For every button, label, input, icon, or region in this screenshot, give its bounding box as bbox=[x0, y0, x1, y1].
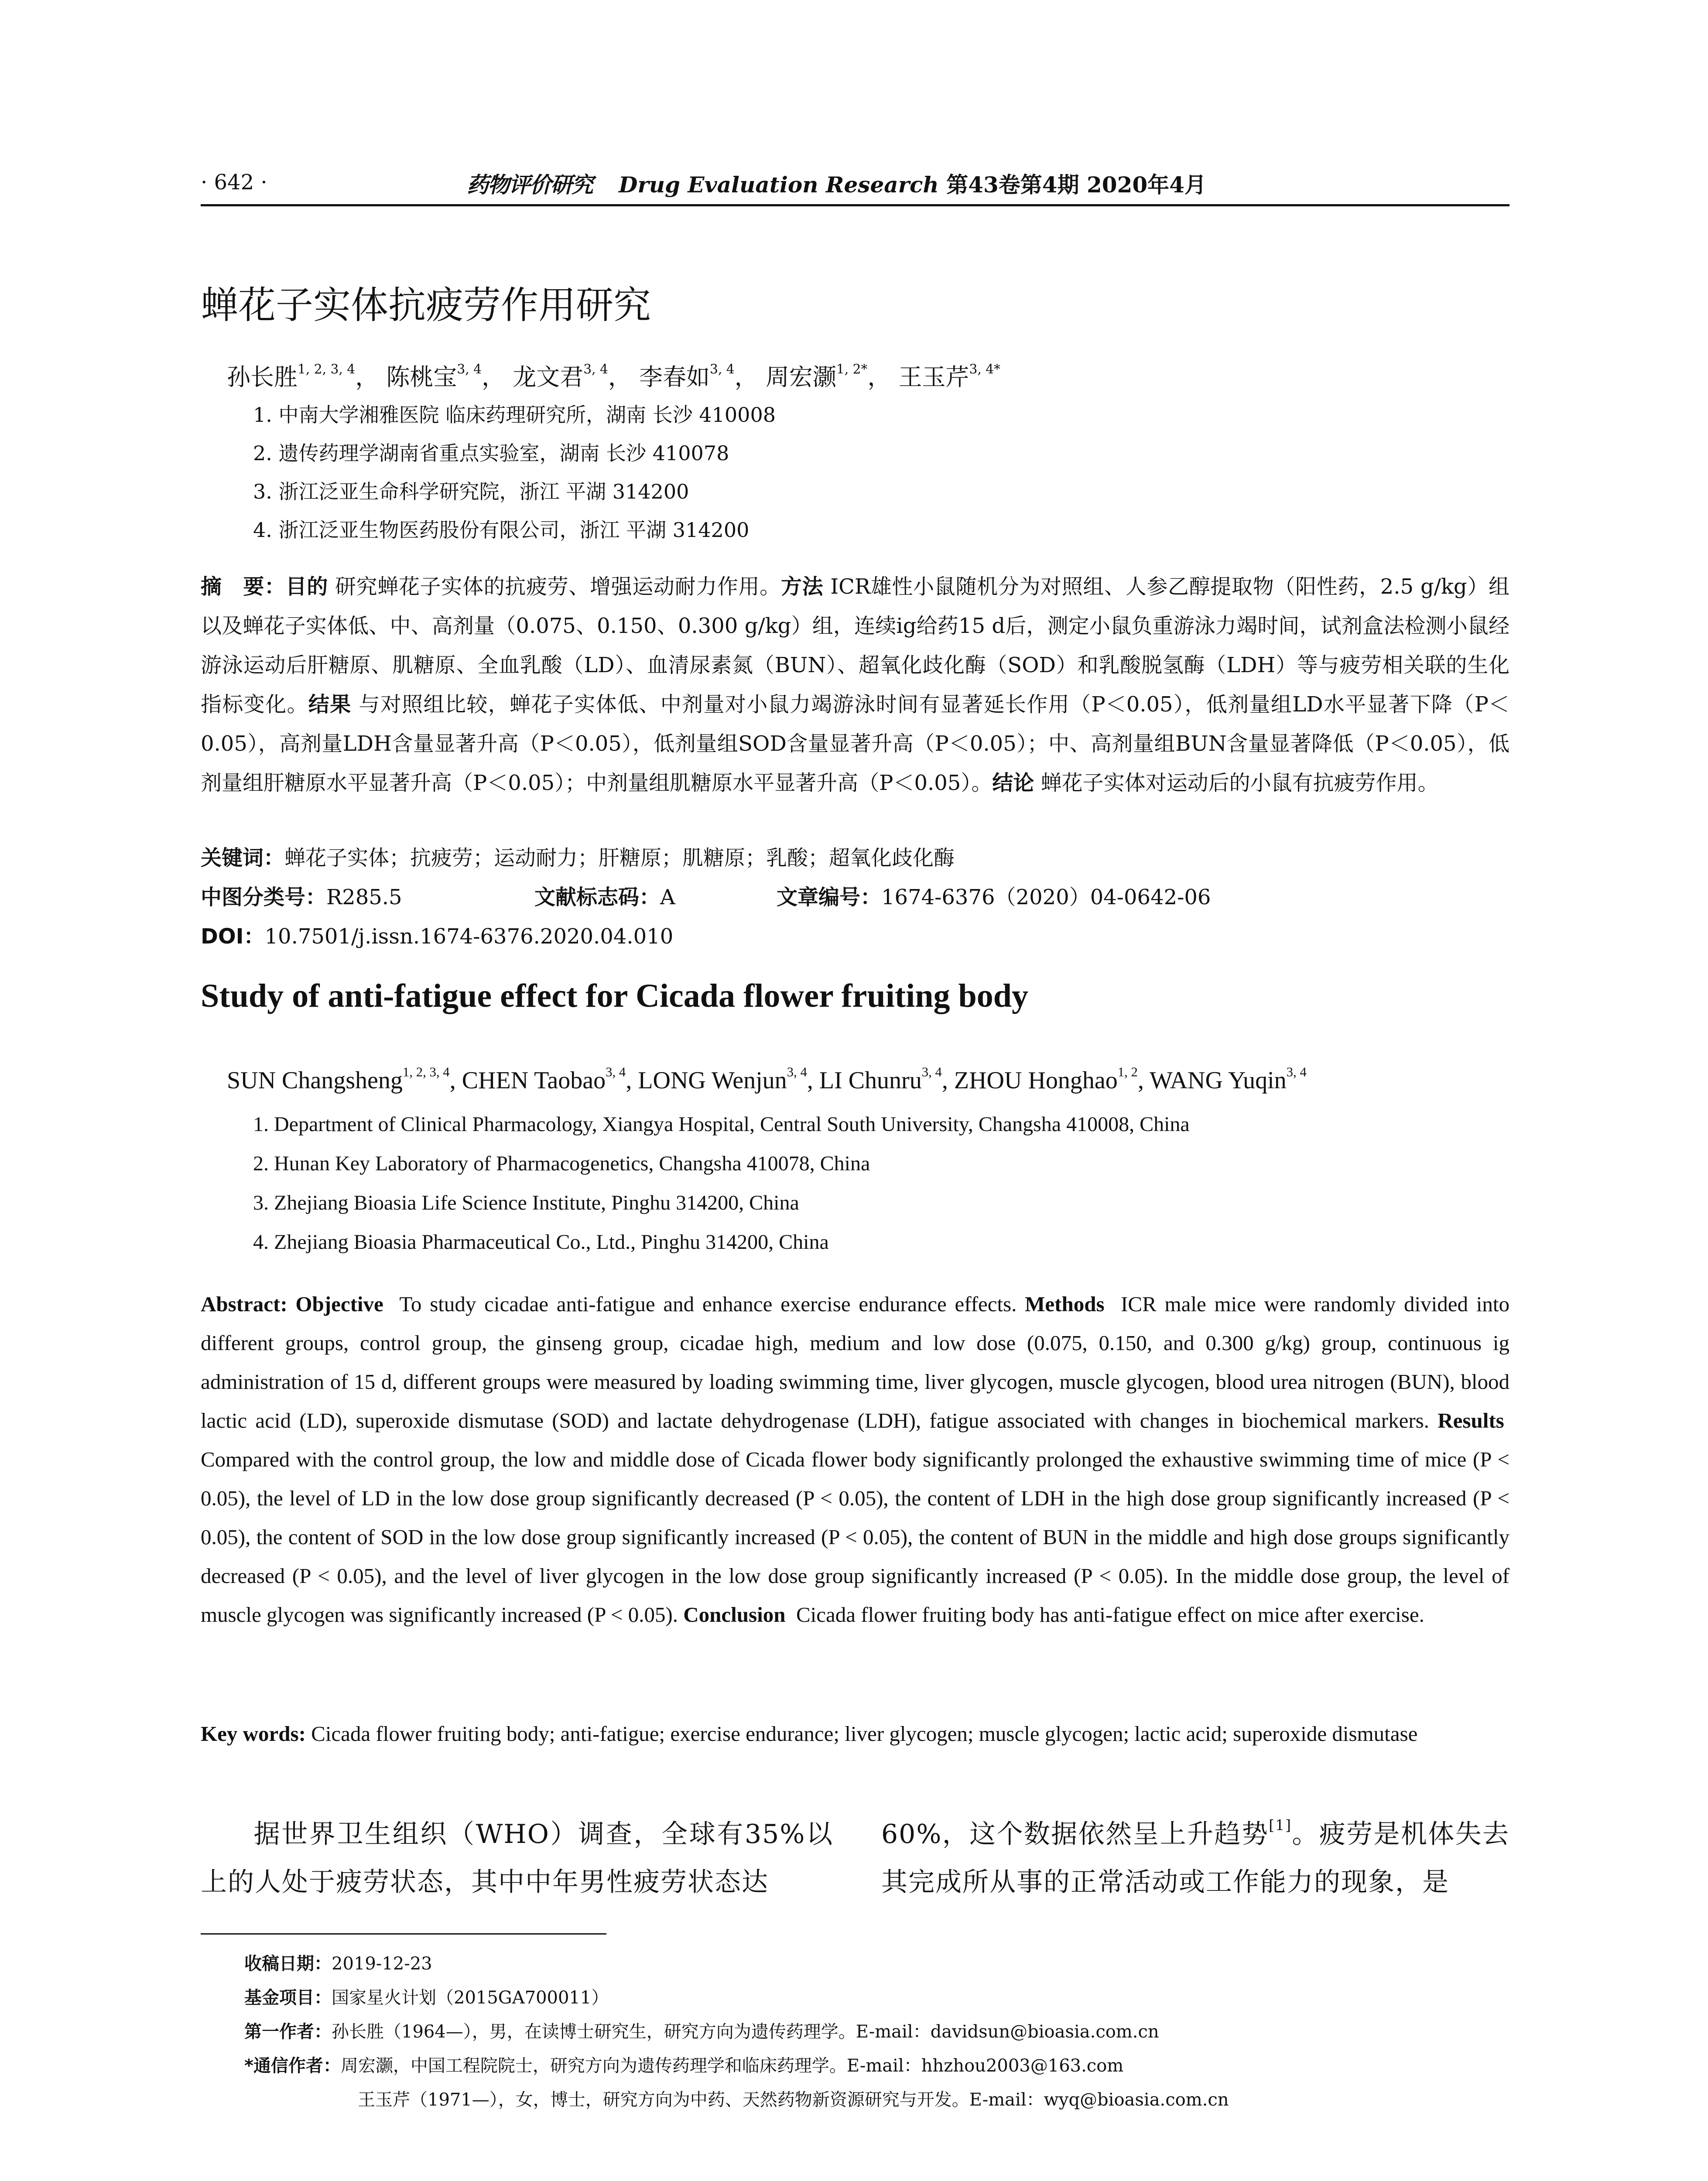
running-header bbox=[201, 170, 1509, 205]
objective-label-en: Objective bbox=[295, 1292, 383, 1316]
author-cn: 李春如$^{3, 4}$ bbox=[639, 362, 735, 391]
author-en: LI Chunru$^{3, 4}$ bbox=[819, 1064, 942, 1094]
classification-line bbox=[201, 880, 1509, 911]
article-number: 文章编号：1674-6376（2020）04-0642-06 bbox=[777, 885, 1211, 909]
doi-value[interactable]: 10.7501/j.issn.1674-6376.2020.04.010 bbox=[264, 924, 674, 949]
author-en: LONG Wenjun$^{3, 4}$ bbox=[638, 1064, 807, 1094]
footnote-received: 收稿日期：2019-12-23 bbox=[244, 1954, 432, 1974]
author-cn: 王玉芹$^{3, 4*}$ bbox=[898, 362, 1001, 391]
body-text: 。疲劳是机体失去其完成所从事的正常活动或工作能力的现象，是 bbox=[881, 1819, 1510, 1897]
author-cn: 周宏灏$^{1, 2*}$ bbox=[765, 362, 868, 391]
conclusion-text-en: Cicada flower fruiting body has anti-fatigue effect on mice after exercise. bbox=[796, 1603, 1424, 1627]
journal-logo: 药物评价研究 bbox=[467, 172, 592, 198]
conclusion-label: 结论 bbox=[992, 771, 1034, 795]
body-text: 60%，这个数据依然呈上升趋势 bbox=[881, 1819, 1269, 1849]
author-cn: 孙长胜$^{1, 2, 3, 4}$ bbox=[227, 362, 356, 391]
keywords-cn bbox=[201, 841, 1509, 871]
footnote-corresponding: *通信作者：周宏灏，中国工程院院士，研究方向为遗传药理学和临床药理学。E-mail：hhzhou2003@163.com bbox=[244, 2056, 1124, 2076]
objective-label: 目的 bbox=[285, 574, 329, 599]
header-rule bbox=[201, 204, 1509, 206]
journal-name-en: Drug Evaluation Research bbox=[619, 172, 939, 198]
footnote-rule bbox=[201, 1933, 606, 1935]
results-text-en: Compared with the control group, the low and middle dose of Cicada flower body significantly prolonged the exhaustive swimming time of mice (P < 0.05), the level of LD in the low dose group significantly decreased (P < 0.05), the content of LDH in the high dose group significantly increased (P < 0.05), the content of SOD in the low dose group significantly increased (P < 0.05), the content of BUN in the middle and high dose groups significantly decreased (P < 0.05), and the level of liver glycogen in the low dose group significantly increased (P < 0.05). In the middle dose group, the level of muscle glycogen was significantly increased (P < 0.05). bbox=[201, 1447, 1509, 1627]
results-text: 与对照组比较，蝉花子实体低、中剂量对小鼠力竭游泳时间有显著延长作用（P＜0.05），低剂量组LD水平显著下降（P＜0.05），高剂量LDH含量显著升高（P＜0.05），低剂量组SOD含量显著升高（P＜0.05）；中、高剂量组BUN含量显著降低（P＜0.05），低剂量组肝糖原水平显著升高（P＜0.05）；中剂量组肌糖原水平显著升高（P＜0.05）。 bbox=[201, 692, 1509, 795]
author-en: ZHOU Honghao$^{1, 2}$ bbox=[954, 1064, 1138, 1094]
conclusion-label-en: Conclusion bbox=[683, 1603, 786, 1627]
affiliation-cn: 2. 遗传药理学湖南省重点实验室，湖南 长沙 410078 bbox=[253, 441, 729, 465]
journal-line bbox=[467, 168, 1206, 199]
clc-number: 中图分类号：R285.5 bbox=[201, 885, 402, 909]
keywords-text-cn: 蝉花子实体；抗疲劳；运动耐力；肝糖原；肌糖原；乳酸；超氧化歧化酶 bbox=[284, 846, 955, 870]
author-cn: 龙文君$^{3, 4}$ bbox=[513, 362, 608, 391]
abstract-label-cn: 摘 要： bbox=[201, 574, 286, 599]
reference-marker[interactable]: [1] bbox=[1269, 1816, 1292, 1834]
author-en: CHEN Taobao$^{3, 4}$ bbox=[462, 1064, 626, 1094]
conclusion-text: 蝉花子实体对运动后的小鼠有抗疲劳作用。 bbox=[1041, 771, 1439, 795]
article-title-cn: 蝉花子实体抗疲劳作用研究 bbox=[201, 284, 651, 327]
author-en: SUN Changsheng$^{1, 2, 3, 4}$ bbox=[227, 1064, 450, 1094]
body-column-left bbox=[201, 1810, 833, 1906]
body-column-right bbox=[881, 1810, 1509, 1906]
methods-label-en: Methods bbox=[1025, 1292, 1105, 1316]
body-paragraph: 据世界卫生组织（WHO）调查，全球有35%以上的人处于疲劳状态，其中中年男性疲劳状态达 bbox=[201, 1819, 833, 1897]
keywords-text-en: Cicada flower fruiting body; anti-fatigue; exercise endurance; liver glycogen; muscle glycogen; lactic acid; superoxide dismutase bbox=[311, 1722, 1418, 1746]
author-cn: 陈桃宝$^{3, 4}$ bbox=[386, 362, 482, 391]
author-en: WANG Yuqin$^{3, 4}$ bbox=[1149, 1064, 1307, 1094]
abstract-label-en: Abstract: bbox=[201, 1292, 288, 1316]
doi-label: DOI： bbox=[201, 924, 265, 949]
affiliation-en: 3. Zhejiang Bioasia Life Science Institute, Pinghu 314200, China bbox=[253, 1191, 799, 1214]
article-title-en: Study of anti-fatigue effect for Cicada flower fruiting body bbox=[201, 978, 1028, 1014]
document-code: 文献标志码：A bbox=[534, 885, 675, 909]
affiliation-cn: 3. 浙江泛亚生命科学研究院，浙江 平湖 314200 bbox=[253, 480, 689, 503]
journal-issue: 第43卷第4期 2020年4月 bbox=[946, 172, 1206, 198]
results-label-en: Results bbox=[1438, 1408, 1504, 1432]
objective-text: 研究蝉花子实体的抗疲劳、增强运动耐力作用。 bbox=[335, 574, 781, 599]
page-number: · 642 · bbox=[201, 170, 267, 195]
footnote-first-author: 第一作者：孙长胜（1964—），男，在读博士研究生，研究方向为遗传药理学。E-mail：davidsun@bioasia.com.cn bbox=[244, 2022, 1159, 2042]
footnote-corresponding-2: 王玉芹（1971—），女，博士，研究方向为中药、天然药物新资源研究与开发。E-mail：wyq@bioasia.com.cn bbox=[358, 2090, 1229, 2110]
author-list-cn: 孙长胜$^{1, 2, 3, 4}$， 陈桃宝$^{3, 4}$， 龙文君$^{3, 4}$， 李春如$^{3, 4}$， 周宏灏$^{1, 2*}$， 王玉芹$^{3, 4*}$ bbox=[227, 362, 1001, 391]
methods-label: 方法 bbox=[780, 574, 824, 599]
affiliation-en: 4. Zhejiang Bioasia Pharmaceutical Co., Ltd., Pinghu 314200, China bbox=[253, 1231, 829, 1254]
keywords-label-cn: 关键词： bbox=[201, 846, 285, 870]
doi-line bbox=[201, 920, 673, 950]
results-label: 结果 bbox=[308, 692, 352, 717]
abstract-en bbox=[201, 1285, 1509, 1634]
methods-text: ICR雄性小鼠随机分为对照组、人参乙醇提取物（阳性药，2.5 g/kg）组以及蝉花子实体低、中、高剂量（0.075、0.150、0.300 g/kg）组，连续ig给药15 d后，测定小鼠负重游泳力竭时间，试剂盒法检测小鼠经游泳运动后肝糖原、肌糖原、全血乳酸（LD）、血清尿素氮（BUN）、超氧化歧化酶（SOD）和乳酸脱氢酶（LDH）等与疲劳相关联的生化指标变化。 bbox=[201, 574, 1509, 717]
methods-text-en: ICR male mice were randomly divided into different groups, control group, the ginseng group, cicadae high, medium and low dose (0.075, 0.150, and 0.300 g/kg) group, continuous ig administration of 15 d, different groups were measured by loading swimming time, liver glycogen, muscle glycogen, blood urea nitrogen (BUN), blood lactic acid (LD), superoxide dismutase (SOD) and lactate dehydrogenase (LDH), fatigue associated with changes in biochemical markers. bbox=[201, 1292, 1509, 1432]
author-list-en: SUN Changsheng$^{1, 2, 3, 4}$, CHEN Taobao$^{3, 4}$, LONG Wenjun$^{3, 4}$, LI Chunru$^{3, 4}$, ZHOU Honghao$^{1, 2}$, WANG Yuqin$^{3, 4}$ bbox=[227, 1064, 1307, 1094]
affiliation-cn: 4. 浙江泛亚生物医药股份有限公司，浙江 平湖 314200 bbox=[253, 518, 750, 542]
abstract-cn bbox=[201, 567, 1509, 803]
affiliation-cn: 1. 中南大学湘雅医院 临床药理研究所，湖南 长沙 410008 bbox=[253, 403, 776, 427]
keywords-label-en: Key words: bbox=[201, 1722, 306, 1746]
footnote-fund: 基金项目：国家星火计划（2015GA700011） bbox=[244, 1988, 609, 2008]
affiliation-en: 1. Department of Clinical Pharmacology, Xiangya Hospital, Central South University, Changsha 410008, China bbox=[253, 1113, 1190, 1136]
keywords-en bbox=[201, 1714, 1509, 1753]
objective-text-en: To study cicadae anti-fatigue and enhance exercise endurance effects. bbox=[399, 1292, 1017, 1316]
affiliation-en: 2. Hunan Key Laboratory of Pharmacogenetics, Changsha 410078, China bbox=[253, 1152, 870, 1175]
